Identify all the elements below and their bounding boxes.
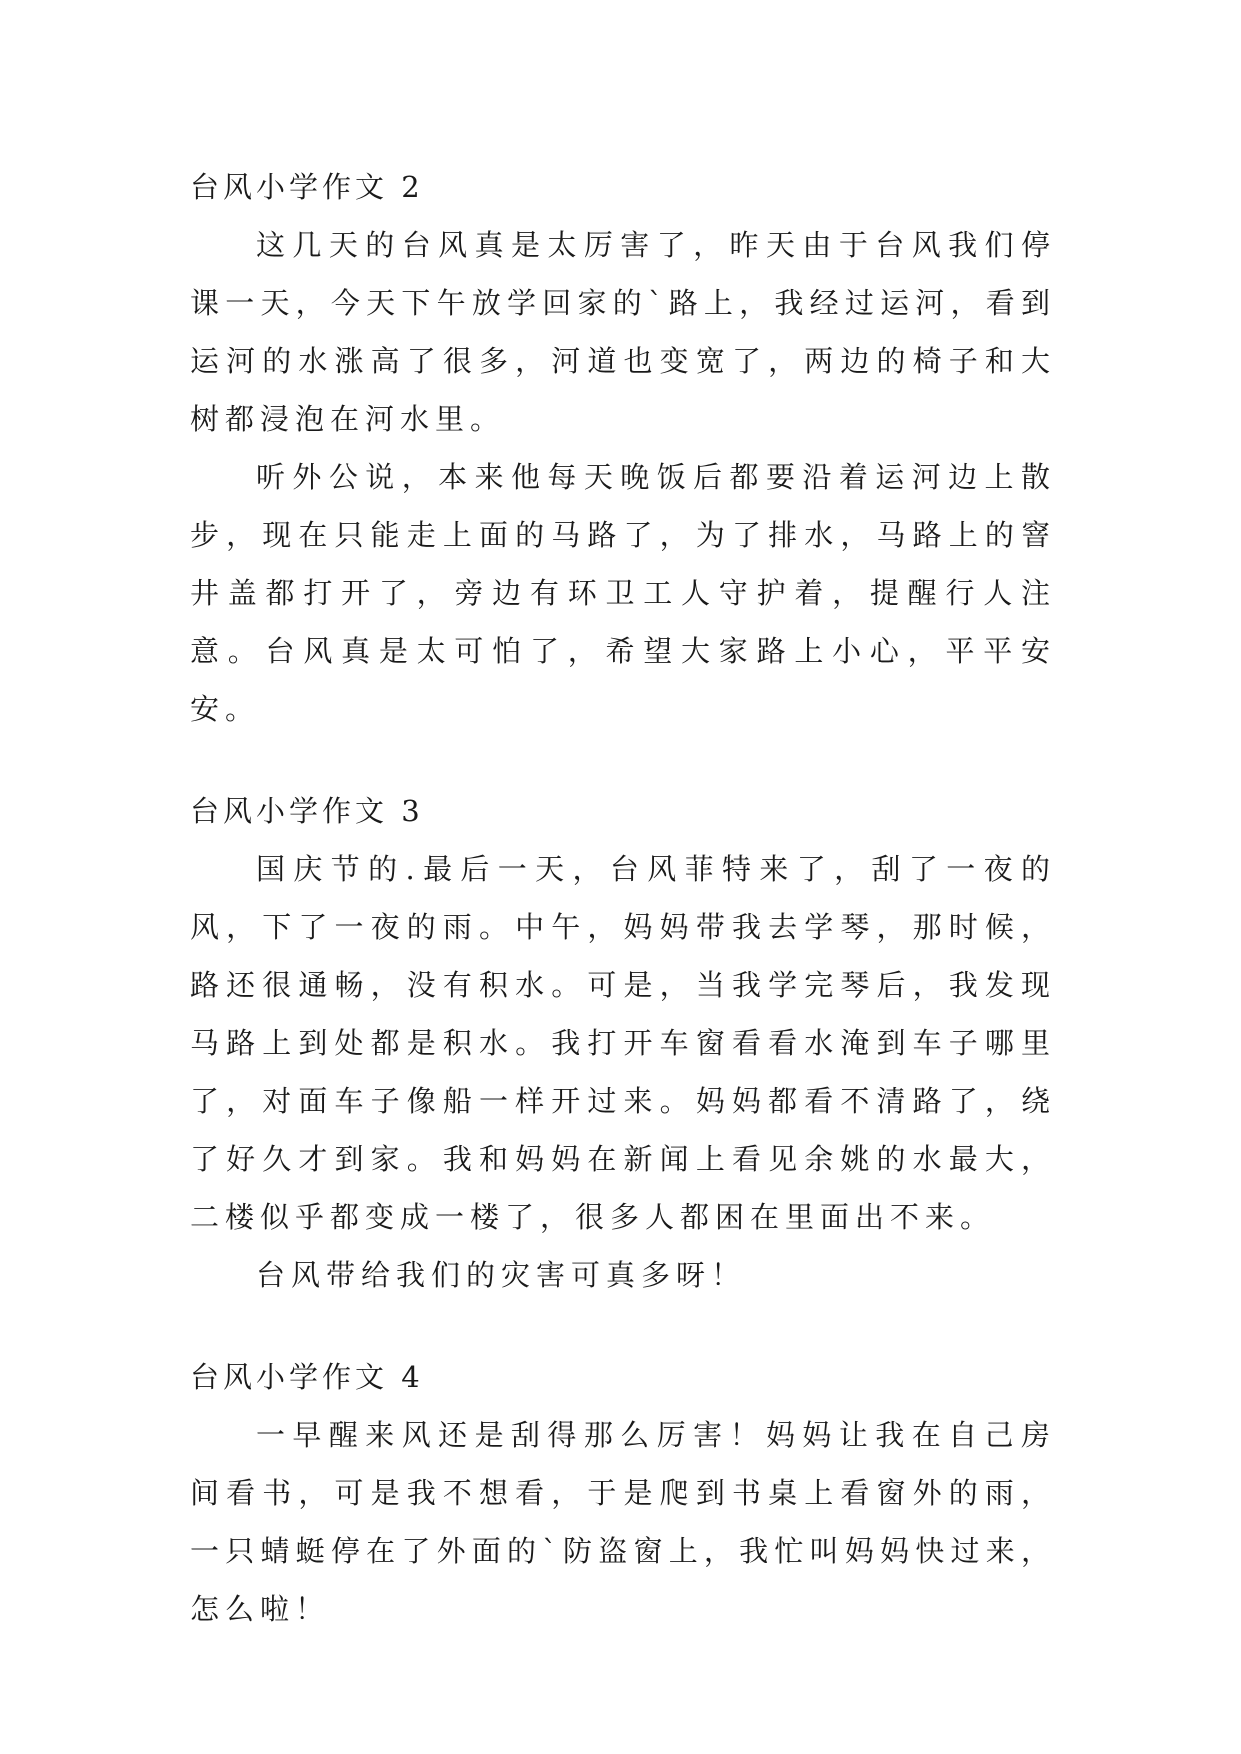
essay-section-4: [190, 1348, 1056, 1638]
paragraph: 台风带给我们的灾害可真多呀！: [256, 1258, 747, 1292]
essay-section-2: [190, 158, 1056, 738]
section-title: 台风小学作文 4: [190, 1360, 424, 1394]
paragraph: 这几天的台风真是太厉害了，昨天由于台风我们停课一天，今天下午放学回家的`路上，我经过运河，看到运河的水涨高了很多，河道也变宽了，两边的椅子和大树都浸泡在河水里。: [190, 228, 1056, 436]
paragraph: 听外公说，本来他每天晚饭后都要沿着运河边上散步，现在只能走上面的马路了，为了排水，马路上的窨井盖都打开了，旁边有环卫工人守护着，提醒行人注意。台风真是太可怕了，希望大家路上小心，平平安安。: [190, 460, 1056, 726]
paragraph: 一早醒来风还是刮得那么厉害！妈妈让我在自己房间看书，可是我不想看，于是爬到书桌上看窗外的雨，一只蜻蜓停在了外面的`防盗窗上，我忙叫妈妈快过来，怎么啦！: [190, 1418, 1056, 1626]
section-title: 台风小学作文 3: [190, 794, 424, 828]
paragraph: 国庆节的.最后一天，台风菲特来了，刮了一夜的风，下了一夜的雨。中午，妈妈带我去学琴，那时候，路还很通畅，没有积水。可是，当我学完琴后，我发现马路上到处都是积水。我打开车窗看看水淹到车子哪里了，对面车子像船一样开过来。妈妈都看不清路了，绕了好久才到家。我和妈妈在新闻上看见余姚的水最大，二楼似乎都变成一楼了，很多人都困在里面出不来。: [190, 852, 1056, 1234]
document-body: [190, 158, 1056, 1682]
essay-section-3: [190, 782, 1056, 1304]
section-title: 台风小学作文 2: [190, 170, 424, 204]
